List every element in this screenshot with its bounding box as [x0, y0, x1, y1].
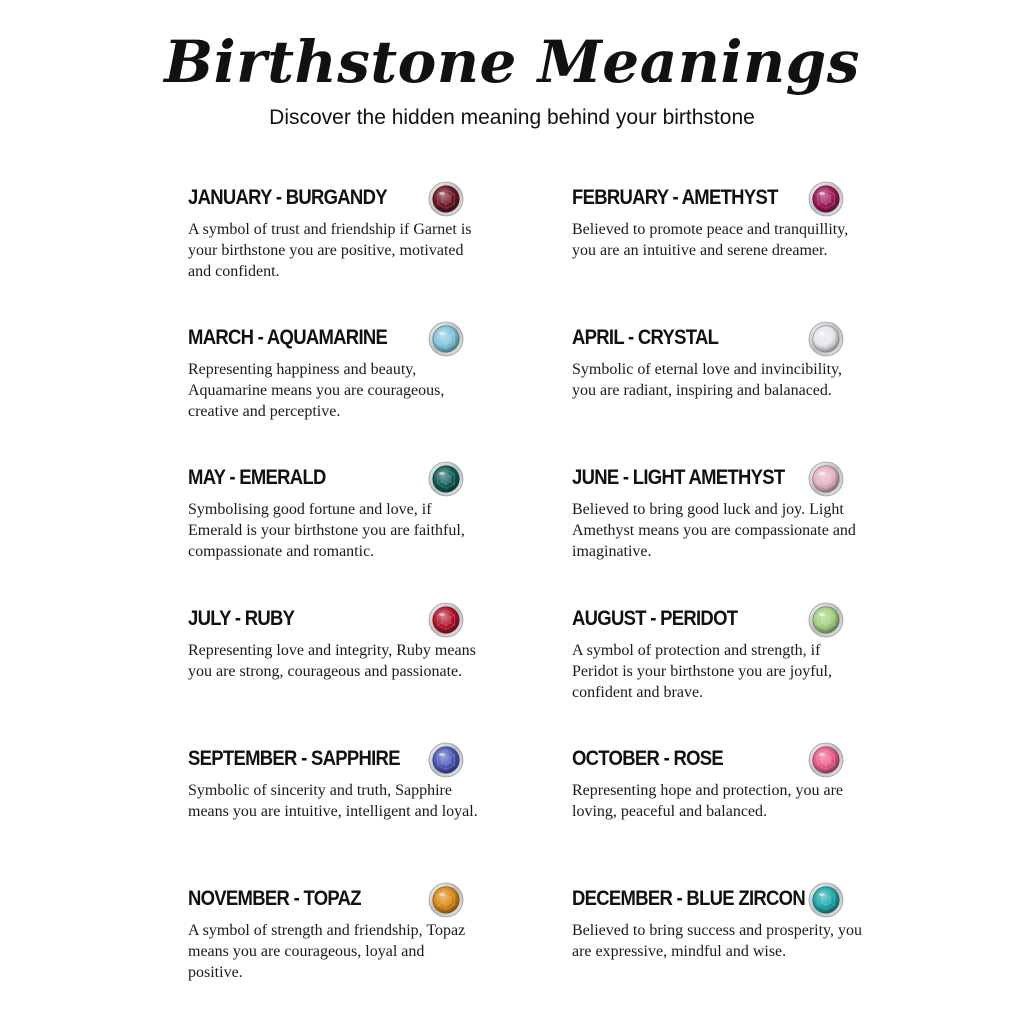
- topaz-gem-icon: [428, 882, 464, 918]
- amethyst-gem-icon: [808, 181, 844, 217]
- birthstone-heading: JANUARY - BURGANDY: [188, 186, 387, 209]
- birthstone-description: Symbolising good fortune and love, if Emerald is your birthstone you are faithful, compassionate and romantic.: [188, 501, 465, 560]
- page-subtitle: Discover the hidden meaning behind your birthstone: [269, 106, 755, 129]
- birthstone-description: A symbol of protection and strength, if Peridot is your birthstone you are joyful, confident and brave.: [572, 642, 832, 701]
- ruby-gem-icon: [428, 602, 464, 638]
- birthstone-heading: SEPTEMBER - SAPPHIRE: [188, 747, 400, 770]
- rose-gem-icon: [808, 742, 844, 778]
- blue-zircon-gem-icon: [808, 882, 844, 918]
- birthstone-heading: JUNE - LIGHT AMETHYST: [572, 466, 785, 489]
- crystal-gem-icon: [808, 321, 844, 357]
- emerald-gem-icon: [428, 461, 464, 497]
- aquamarine-gem-icon: [428, 321, 464, 357]
- birthstone-heading: MAY - EMERALD: [188, 466, 326, 489]
- birthstone-description: Believed to promote peace and tranquillity, you are an intuitive and serene dreamer.: [572, 221, 849, 259]
- birthstone-description: Representing love and integrity, Ruby means you are strong, courageous and passionate.: [188, 642, 476, 680]
- peridot-gem-icon: [808, 602, 844, 638]
- light-amethyst-gem-icon: [808, 461, 844, 497]
- page-title: Birthstone Meanings: [164, 28, 860, 96]
- sapphire-gem-icon: [428, 742, 464, 778]
- birthstone-heading: JULY - RUBY: [188, 607, 295, 630]
- birthstone-description: Representing happiness and beauty, Aquamarine means you are courageous, creative and perceptive.: [188, 361, 445, 420]
- birthstone-heading: OCTOBER - ROSE: [572, 747, 724, 770]
- garnet-gem-icon: [428, 181, 464, 217]
- birthstone-description: Symbolic of eternal love and invincibility, you are radiant, inspiring and balanaced.: [572, 361, 843, 399]
- birthstone-heading: AUGUST - PERIDOT: [572, 607, 738, 630]
- birthstone-heading: APRIL - CRYSTAL: [572, 326, 719, 349]
- birthstone-description: Believed to bring good luck and joy. Light Amethyst means you are compassionate and imaginative.: [572, 501, 856, 560]
- birthstone-heading: MARCH - AQUAMARINE: [188, 326, 388, 349]
- birthstone-description: A symbol of trust and friendship if Garnet is your birthstone you are positive, motivated and confident.: [188, 221, 472, 280]
- birthstone-heading: NOVEMBER - TOPAZ: [188, 887, 361, 910]
- birthstone-heading: DECEMBER - BLUE ZIRCON: [572, 887, 805, 910]
- birthstone-description: Believed to bring success and prosperity, you are expressive, mindful and wise.: [572, 922, 863, 960]
- birthstone-description: A symbol of strength and friendship, Topaz means you are courageous, loyal and positive.: [188, 922, 466, 981]
- birthstone-description: Symbolic of sincerity and truth, Sapphire means you are intuitive, intelligent and loyal.: [188, 782, 478, 820]
- birthstone-heading: FEBRUARY - AMETHYST: [572, 186, 778, 209]
- birthstone-description: Representing hope and protection, you are loving, peaceful and balanced.: [572, 782, 844, 820]
